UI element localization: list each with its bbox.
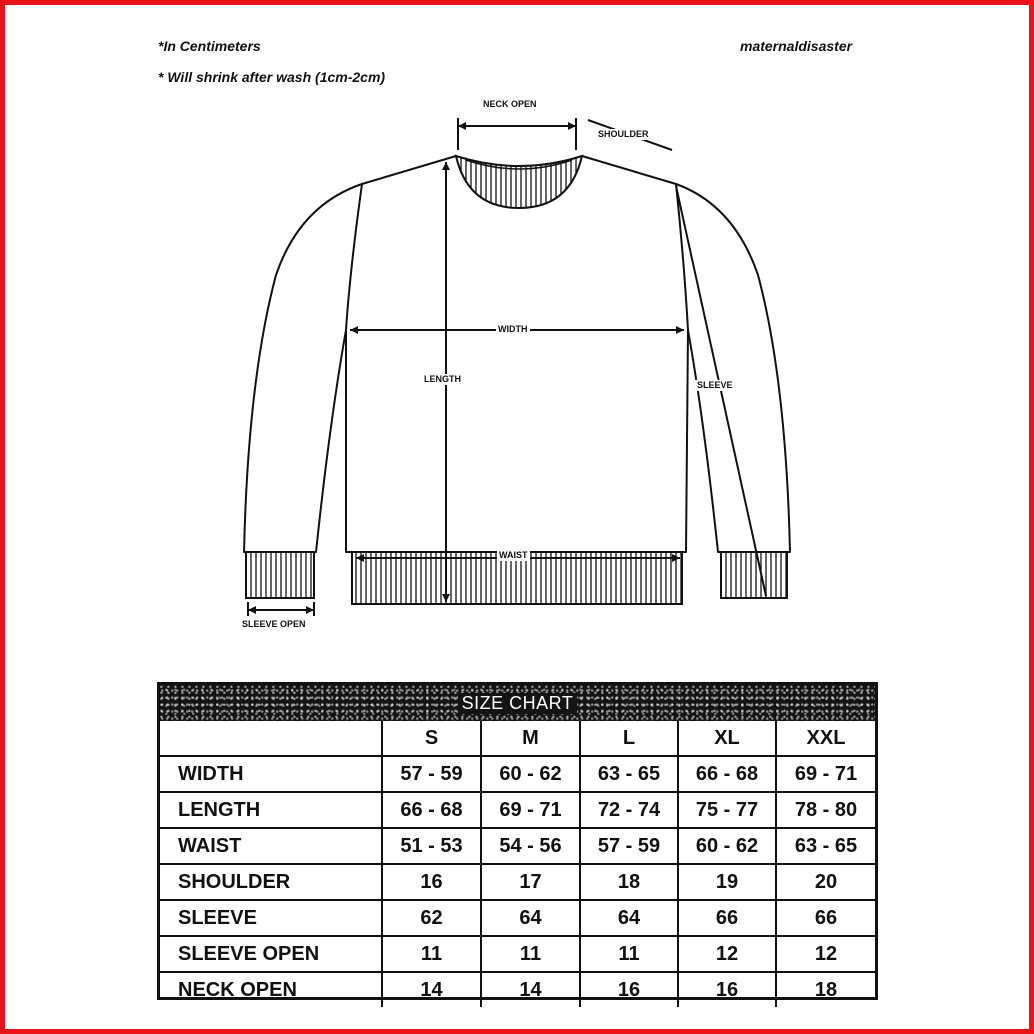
shoulder-label: SHOULDER <box>598 129 649 139</box>
right-cuff-ribbing <box>721 552 787 598</box>
size-table <box>160 721 875 1007</box>
table-cell: 60 - 62 <box>678 828 776 864</box>
table-row <box>160 936 875 972</box>
table-row <box>160 900 875 936</box>
units-note: *In Centimeters <box>158 38 261 54</box>
sleeve-measure-line <box>676 186 766 596</box>
table-row <box>160 756 875 792</box>
row-label: SLEEVE OPEN <box>160 936 382 972</box>
table-cell: 57 - 59 <box>382 756 481 792</box>
table-cell: 69 - 71 <box>481 792 580 828</box>
right-sleeve-outline <box>676 184 790 552</box>
size-header-cell: XL <box>678 721 776 756</box>
size-chart <box>157 682 878 1000</box>
table-cell: 64 <box>580 900 678 936</box>
row-label: WIDTH <box>160 756 382 792</box>
sleeve-label: SLEEVE <box>697 380 733 390</box>
size-header-cell: M <box>481 721 580 756</box>
table-cell: 18 <box>776 972 875 1007</box>
table-row <box>160 864 875 900</box>
row-label: WAIST <box>160 828 382 864</box>
size-header-cell: L <box>580 721 678 756</box>
row-label: LENGTH <box>160 792 382 828</box>
table-cell: 57 - 59 <box>580 828 678 864</box>
size-header-cell: XXL <box>776 721 875 756</box>
row-label: SLEEVE <box>160 900 382 936</box>
brand-name: maternaldisaster <box>740 38 853 54</box>
table-cell: 16 <box>678 972 776 1007</box>
table-cell: 62 <box>382 900 481 936</box>
table-cell: 14 <box>481 972 580 1007</box>
sweater-body-outline <box>346 156 688 552</box>
table-cell: 60 - 62 <box>481 756 580 792</box>
table-cell: 66 <box>776 900 875 936</box>
table-cell: 69 - 71 <box>776 756 875 792</box>
size-chart-title: SIZE CHART <box>458 693 578 714</box>
table-cell: 51 - 53 <box>382 828 481 864</box>
table-cell: 63 - 65 <box>580 756 678 792</box>
table-cell: 63 - 65 <box>776 828 875 864</box>
table-cell: 66 - 68 <box>678 756 776 792</box>
table-row <box>160 828 875 864</box>
waist-label: WAIST <box>499 550 528 560</box>
table-cell: 17 <box>481 864 580 900</box>
table-cell: 66 - 68 <box>382 792 481 828</box>
table-cell: 64 <box>481 900 580 936</box>
table-cell: 72 - 74 <box>580 792 678 828</box>
table-cell: 75 - 77 <box>678 792 776 828</box>
table-cell: 12 <box>776 936 875 972</box>
table-cell: 16 <box>382 864 481 900</box>
table-cell: 19 <box>678 864 776 900</box>
table-cell: 14 <box>382 972 481 1007</box>
table-cell: 66 <box>678 900 776 936</box>
table-cell: 20 <box>776 864 875 900</box>
table-cell: 11 <box>382 936 481 972</box>
left-sleeve-outline <box>244 184 362 552</box>
neck-ribbing <box>456 156 582 208</box>
size-header-row <box>160 721 875 756</box>
table-cell: 11 <box>580 936 678 972</box>
size-header-cell: S <box>382 721 481 756</box>
length-label: LENGTH <box>424 374 461 384</box>
row-label: NECK OPEN <box>160 972 382 1007</box>
table-cell: 12 <box>678 936 776 972</box>
size-chart-title-bar <box>160 685 875 721</box>
size-header-empty <box>160 721 382 756</box>
sleeve-open-label: SLEEVE OPEN <box>242 619 306 629</box>
width-label: WIDTH <box>498 324 528 334</box>
left-cuff-ribbing <box>246 552 314 598</box>
neck-open-label: NECK OPEN <box>483 99 537 109</box>
table-cell: 11 <box>481 936 580 972</box>
table-cell: 78 - 80 <box>776 792 875 828</box>
table-cell: 18 <box>580 864 678 900</box>
row-label: SHOULDER <box>160 864 382 900</box>
table-row <box>160 972 875 1007</box>
table-row <box>160 792 875 828</box>
table-cell: 54 - 56 <box>481 828 580 864</box>
shrink-note: * Will shrink after wash (1cm-2cm) <box>158 69 386 85</box>
table-cell: 16 <box>580 972 678 1007</box>
